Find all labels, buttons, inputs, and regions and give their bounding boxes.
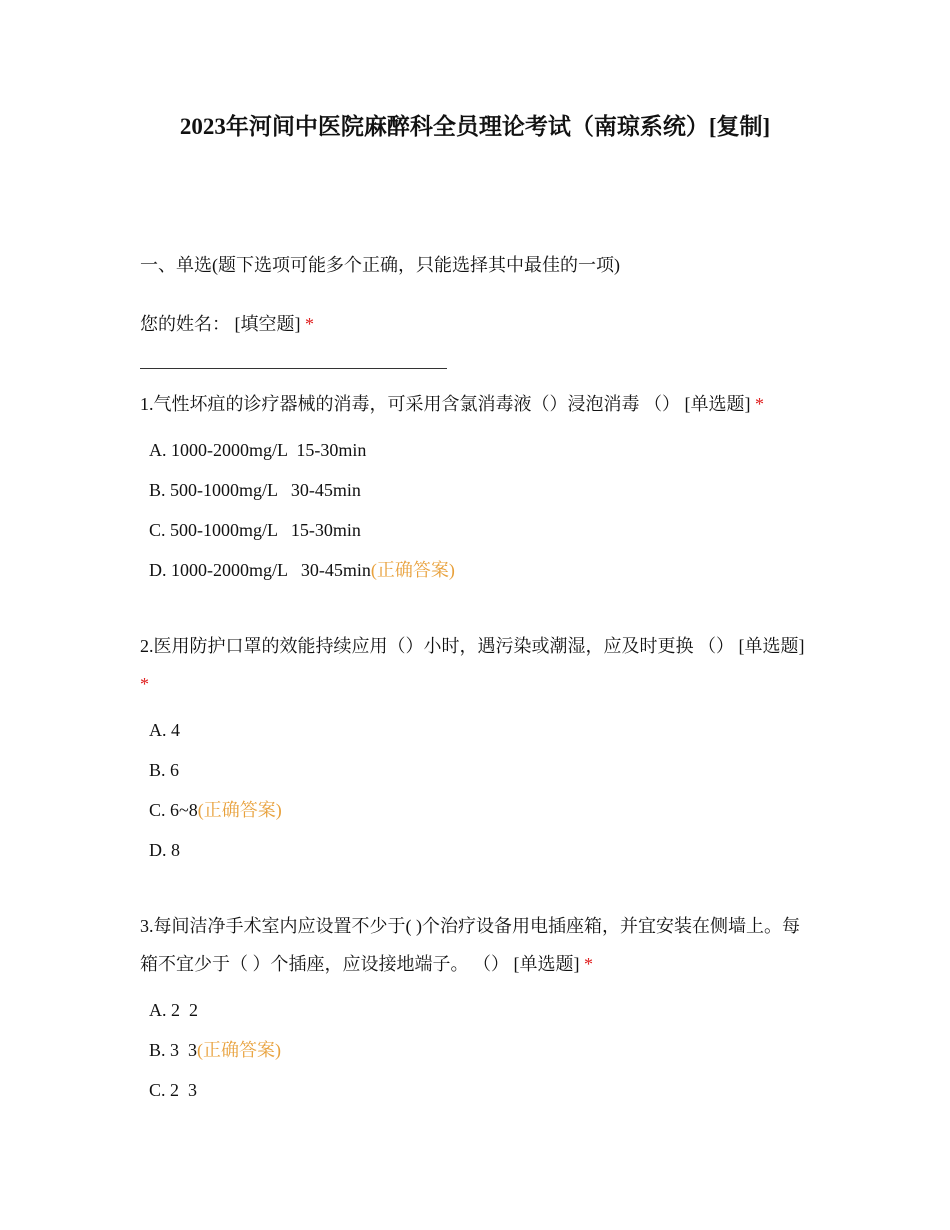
question-3-text: 3.每间洁净手术室内应设置不少于( )个治疗设备用电插座箱，并宜安装在侧墙上。每箱不宜少于（ ）个插座，应设接地端子。 （） [140,916,800,974]
question-1-option-b[interactable] [149,477,361,503]
required-asterisk: * [584,954,593,974]
question-3-option-c[interactable] [149,1077,197,1103]
correct-answer-mark: (正确答案) [370,560,455,580]
option-text: A. 1000-2000mg/L 15-30min [149,440,367,460]
correct-answer-mark: (正确答案) [197,1040,282,1060]
question-1-text: 1.气性坏疽的诊疗器械的消毒，可采用含氯消毒液（）浸泡消毒 （） [140,394,685,414]
question-1 [140,385,810,423]
question-3-option-a[interactable] [149,997,198,1023]
option-text: C. 2 3 [149,1080,198,1100]
page-title: 2023年河间中医院麻醉科全员理论考试（南琼系统）[复制] [179,114,771,139]
question-3 [140,907,810,983]
required-asterisk: * [755,394,764,414]
option-text: C. 500-1000mg/L 15-30min [149,520,361,540]
question-type-tag: [单选题] [684,394,751,414]
question-2-option-b[interactable] [149,757,179,783]
question-2-text: 2.医用防护口罩的效能持续应用（）小时，遇污染或潮湿，应及时更换 （） [140,636,739,656]
required-asterisk: * [305,314,314,334]
name-answer-blank[interactable] [140,368,447,369]
option-text: C. 6~8 [149,800,198,820]
question-1-option-a[interactable] [149,437,366,463]
option-text: B. 500-1000mg/L 30-45min [149,480,361,500]
question-3-option-b[interactable] [149,1037,281,1063]
section-heading: 一、单选(题下选项可能多个正确，只能选择其中最佳的一项) [140,255,620,275]
question-type-tag: [单选题] [513,954,580,974]
question-1-option-d[interactable] [149,557,455,583]
question-2-option-a[interactable] [149,717,180,743]
required-asterisk: * [140,674,149,694]
question-2-option-c[interactable] [149,797,282,823]
option-text: A. 2 2 [149,1000,198,1020]
name-question-label: 您的姓名： [140,314,230,334]
option-text: D. 8 [149,840,180,860]
option-text: D. 1000-2000mg/L 30-45min [149,560,371,580]
question-type-tag: [填空题] [234,314,301,334]
question-1-option-c[interactable] [149,517,361,543]
correct-answer-mark: (正确答案) [197,800,282,820]
question-type-tag: [单选题] [738,636,805,656]
question-2 [140,627,810,703]
option-text: B. 3 3 [149,1040,198,1060]
question-2-option-d[interactable] [149,837,180,863]
option-text: A. 4 [149,720,180,740]
option-text: B. 6 [149,760,180,780]
name-question [140,311,314,337]
